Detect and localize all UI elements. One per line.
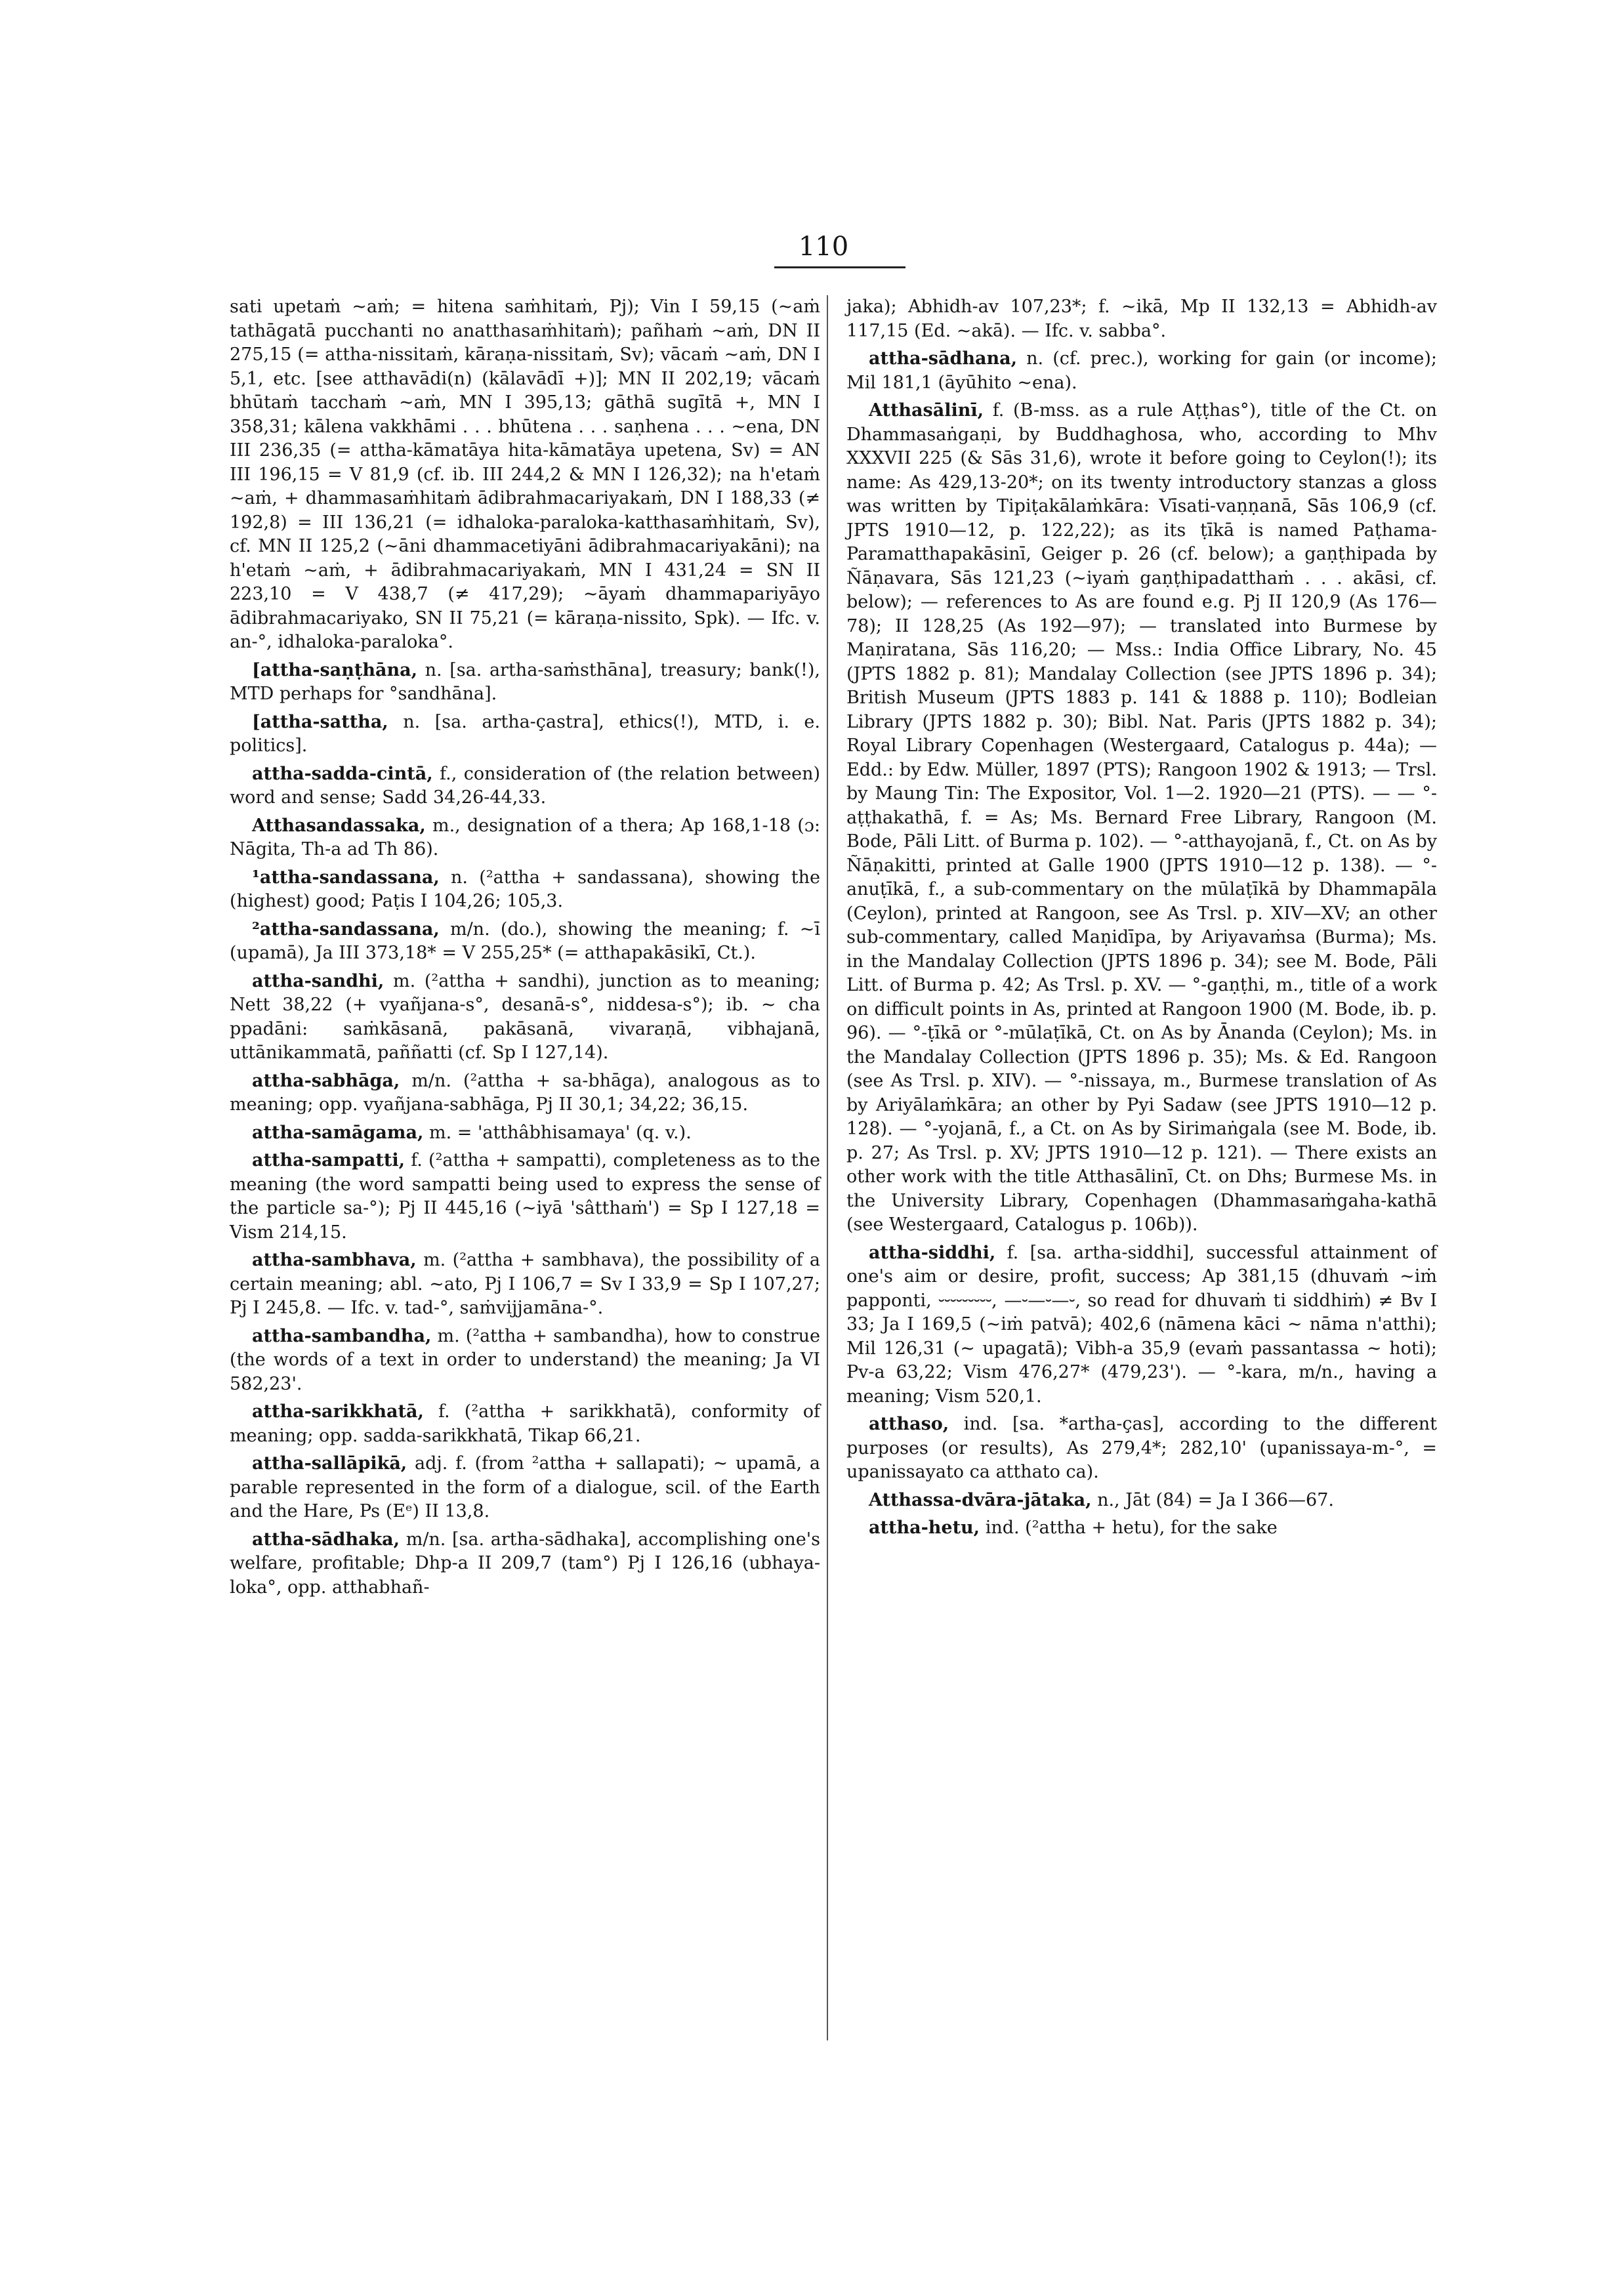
dictionary-entry xyxy=(846,347,1437,395)
entry-headword: ²attha-sandassana, xyxy=(252,919,440,940)
entry-definition: ind. [sa. *artha-ças], according to the different purposes (or results), As 279,4*; 282,10' (upanissaya-m-°, = upanissayato ca atthato ca). xyxy=(846,1414,1437,1482)
entry-definition: m. (²attha + sambhava), the possibility of a certain meaning; abl. ~ato, Pj I 106,7 = Sv I 33,9 = Sp I 107,27; Pj I 245,8. — Ifc. v. tad-°, saṁvijjamāna-°. xyxy=(230,1250,821,1318)
entry-headword: attha-hetu, xyxy=(869,1518,980,1538)
entry-headword: attha-sambhava, xyxy=(252,1250,417,1270)
entry-definition: m. = 'atthâbhisamaya' (q. v.). xyxy=(428,1122,692,1143)
entry-definition: f. [sa. artha-siddhi], successful attainment of one's aim or desire, profit, success; Ap 381,15 (dhuvaṁ ~iṁ papponti, ⏑⏑⏑⏑⏑⏑⏑⏑⏑, —⏑—⏑—⏑, so read for dhuvaṁ ti siddhiṁ) ≠ Bv I 33; Ja I 169,5 (~iṁ patvā); 402,6 (nāmena kāci ~ nāma n'atthi); Mil 126,31 (~ upagatā); Vibh-a 35,9 (evaṁ passantassa ~ hoti); Pv-a 63,22; Vism 476,27* (479,23'). — °-kara, m/n., having a meaning; Vism 520,1. xyxy=(846,1242,1437,1407)
dictionary-entry xyxy=(230,866,820,914)
dictionary-entry xyxy=(230,1528,820,1600)
entry-definition: f., consideration of (the relation between) word and sense; Sadd 34,26-44,33. xyxy=(230,763,820,808)
entry-definition: ind. (²attha + hetu), for the sake xyxy=(985,1518,1278,1538)
dictionary-entry xyxy=(230,918,820,966)
entry-definition: m., designation of a thera; Ap 168,1-18 (ɔ: Nāgita, Th-a ad Th 86). xyxy=(230,815,820,859)
entry-headword: attha-sambandha, xyxy=(252,1325,432,1346)
entry-headword: ¹attha-sandassana, xyxy=(252,867,440,888)
entry-definition: m. (²attha + sambandha), how to construe (the words of a text in order to understand) the meaning; Ja VI 582,23'. xyxy=(230,1325,820,1394)
entry-definition: m. (²attha + sandhi), junction as to meaning; Nett 38,22 (+ vyañjana-s°, desanā-s°, niddesa-s°); ib. ~ cha ppadāni: saṁkāsanā, pakāsanā, vivaraṇā, vibhajanā, uttānikammatā, paññatti (cf. Sp I 127,14). xyxy=(230,970,820,1063)
dictionary-entry xyxy=(230,1400,820,1448)
dictionary-entry xyxy=(230,1121,820,1146)
entry-headword: attha-samāgama, xyxy=(252,1122,424,1143)
dictionary-entry xyxy=(230,1249,820,1321)
entry-definition: f. (B-mss. as a rule Aṭṭhas°), title of the Ct. on Dhammasaṅgaṇi, by Buddhaghosa, who, according to Mhv XXXVII 225 (& Sās 31,6), wrote it before going to Ceylon(!); its name: As 429,13-20*; on its twenty introductory stanzas a gloss was written by Tipiṭakālaṁkāra: Vīsati-vaṇṇanā, Sās 106,9 (cf. JPTS 1910—12, p. 122,22); as its ṭīkā is named Paṭhama-Paramatthapakāsinī, Geiger p. 26 (cf. below); a gaṇṭhipada by Ñāṇavara, Sās 121,23 (~iyaṁ gaṇṭhipadatthaṁ . . . akāsi, cf. below); — references to As are found e.g. Pj II 120,9 (As 176—78); II 128,25 (As 192—97); — translated into Burmese by Maṇiratana, Sās 116,20; — Mss.: India Office Library, No. 45 (JPTS 1882 p. 81); Mandalay Collection (see JPTS 1896 p. 34); British Museum (JPTS 1883 p. 141 & 1888 p. 110); Bodleian Library (JPTS 1882 p. 30); Bibl. Nat. Paris (JPTS 1882 p. 34); Royal Library Copenhagen (Westergaard, Catalogus p. 44a); — Edd.: by Edw. Müller, 1897 (PTS); Rangoon 1902 & 1913; — Trsl. by Maung Tin: The Expositor, Vol. 1—2. 1920—21 (PTS). — — °-aṭṭhakathā, f. = As; Ms. Bernard Free Library, Rangoon (M. Bode, Pāli Litt. of Burma p. 102). — °-atthayojanā, f., Ct. on As by Ñāṇakitti, printed at Galle 1900 (JPTS 1910—12 p. 138). — °-anuṭīkā, f., a sub-commentary on the mūlaṭīkā by Dhammapāla (Ceylon), printed at Rangoon, see As Trsl. p. XIV—XV; an other sub-commentary, called Maṇidīpa, by Ariyavaṁsa (Burma); Ms. in the Mandalay Collection (JPTS 1896 p. 34); see M. Bode, Pāli Litt. of Burma p. 42; As Trsl. p. XV. — °-gaṇṭhi, m., title of a work on difficult points in As, printed at Rangoon 1900 (M. Bode, ib. p. 96). — °-ṭīkā or °-mūlaṭīkā, Ct. on As by Ānanda (Ceylon); Ms. in the Mandalay Collection (JPTS 1896 p. 35); Ms. & Ed. Rangoon (see As Trsl. p. XIV). — °-nissaya, m., Burmese translation of As by Ariyālaṁkāra; an other by Pyi Sadaw (see JPTS 1910—12 p. 128). — °-yojanā, f., a Ct. on As by Sirimaṅgala (see M. Bode, ib. p. 27; As Trsl. p. XV; JPTS 1910—12 p. 121). — There exists an other work with the title Atthasālinī, Ct. on Dhs; Burmese Ms. in the University Library, Copenhagen (Dhammasaṁgaha-kathā (see Westergaard, Catalogus p. 106b)). xyxy=(846,400,1437,1235)
entry-definition: n. [sa. artha-çastra], ethics(!), MTD, i. e. politics]. xyxy=(230,711,820,756)
entry-headword: attha-siddhi, xyxy=(869,1242,996,1263)
entry-continuation xyxy=(846,295,1437,343)
column-divider xyxy=(827,295,828,2040)
dictionary-entry xyxy=(846,1516,1437,1540)
entry-headword: attha-sādhana, xyxy=(869,348,1017,369)
entry-definition: jaka); Abhidh-av 107,23*; f. ~ikā, Mp II 132,13 = Abhidh-av 117,15 (Ed. ~akā). — Ifc. v. sabba°. xyxy=(846,297,1437,341)
page-number-rule xyxy=(774,266,906,268)
dictionary-entry xyxy=(230,659,820,707)
right-column xyxy=(846,295,1437,1544)
dictionary-entry xyxy=(230,814,820,862)
entry-continuation xyxy=(230,295,820,655)
entry-headword: attha-sarikkhatā, xyxy=(252,1401,424,1422)
entry-headword: [attha-sattha, xyxy=(252,711,388,732)
entry-headword: Atthasandassaka, xyxy=(252,815,426,836)
entry-definition: n. [sa. artha-saṁsthāna], treasury; bank(!), MTD perhaps for °sandhāna]. xyxy=(230,659,820,704)
dictionary-entry xyxy=(230,711,820,758)
entry-headword: attha-sabhāga, xyxy=(252,1070,400,1091)
dictionary-entry xyxy=(230,1325,820,1397)
entry-definition: n., Jāt (84) = Ja I 366—67. xyxy=(1097,1489,1334,1510)
dictionary-entry xyxy=(846,1241,1437,1409)
entry-definition: f. (²attha + sarikkhatā), conformity of meaning; opp. sadda-sarikkhatā, Tikap 66,21. xyxy=(230,1401,820,1446)
left-column xyxy=(230,295,820,1603)
entry-definition: m/n. [sa. artha-sādhaka], accomplishing one's welfare, profitable; Dhp-a II 209,7 (tam°) Pj I 126,16 (ubhaya-loka°, opp. atthabhañ- xyxy=(230,1529,820,1598)
entry-headword: attha-sandhi, xyxy=(252,970,385,991)
dictionary-entry xyxy=(230,1149,820,1245)
dictionary-entry xyxy=(846,399,1437,1237)
entry-definition: m/n. (²attha + sa-bhāga), analogous as to meaning; opp. vyañjana-sabhāga, Pj II 30,1; 34,22; 36,15. xyxy=(230,1070,820,1115)
entry-definition: m/n. (do.), showing the meaning; f. ~ī (upamā), Ja III 373,18* = V 255,25* (= atthapakāsikī, Ct.). xyxy=(230,919,820,963)
entry-headword: Atthassa-dvāra-jātaka, xyxy=(869,1489,1092,1510)
entry-headword: attha-sādhaka, xyxy=(252,1529,400,1550)
dictionary-entry xyxy=(846,1489,1437,1513)
entry-headword: attha-sampatti, xyxy=(252,1150,406,1170)
dictionary-entry xyxy=(230,970,820,1065)
entry-headword: attha-sallāpikā, xyxy=(252,1453,407,1474)
dictionary-entry xyxy=(230,762,820,810)
entry-headword: Atthasālinī, xyxy=(869,400,984,421)
dictionary-entry xyxy=(230,1069,820,1117)
entry-definition: adj. f. (from ²attha + sallapati); ~ upamā, a parable represented in the form of a dialogue, scil. of the Earth and the Hare, Ps (Eᵉ) II 13,8. xyxy=(230,1453,820,1521)
dictionary-entry xyxy=(230,1452,820,1524)
dictionary-entry xyxy=(846,1413,1437,1485)
entry-headword: [attha-saṇṭhāna, xyxy=(252,659,417,680)
entry-headword: attha-sadda-cintā, xyxy=(252,763,433,784)
entry-definition: n. (²attha + sandassana), showing the (highest) good; Paṭis I 104,26; 105,3. xyxy=(230,867,820,911)
entry-definition: n. (cf. prec.), working for gain (or income); Mil 181,1 (āyūhito ~ena). xyxy=(846,348,1437,393)
entry-headword: atthaso, xyxy=(869,1414,949,1434)
page-number: 110 xyxy=(798,232,849,262)
entry-definition: sati upetaṁ ~aṁ; = hitena saṁhitaṁ, Pj); Vin I 59,15 (~aṁ tathāgatā pucchanti no anatthasaṁhitaṁ); pañhaṁ ~aṁ, DN II 275,15 (= attha-nissitaṁ, kāraṇa-nissitaṁ, Sv); vācaṁ ~aṁ, DN I 5,1, etc. [see atthavādi(n) (kālavādī +)]; MN II 202,19; vācaṁ bhūtaṁ tacchaṁ ~aṁ, MN I 395,13; gāthā sugītā +, MN I 358,31; kālena vakkhāmi . . . bhūtena . . . saṇhena . . . ~ena, DN III 236,35 (= attha-kāmatāya hita-kāmatāya upetena, Sv) = AN III 196,15 = V 81,9 (cf. ib. III 244,2 & MN I 126,32); na h'etaṁ ~aṁ, + dhammasaṁhitaṁ ādibrahmacariyakaṁ, DN I 188,33 (≠ 192,8) = III 136,21 (= idhaloka-paraloka-katthasaṁhitaṁ, Sv), cf. MN II 125,2 (~āni dhammacetiyāni ādibrahmacariyakāni); na h'etaṁ ~aṁ, + ādibrahmacariyakaṁ, MN I 431,24 = SN II 223,10 = V 438,7 (≠ 417,29); ~āyaṁ dhammapariyāyo ādibrahmacariyako, SN II 75,21 (= kāraṇa-nissito, Spk). — Ifc. v. an-°, idhaloka-paraloka°. xyxy=(230,297,820,652)
entry-definition: f. (²attha + sampatti), completeness as to the meaning (the word sampatti being used to express the sense of the particle sa-°); Pj II 445,16 (~iyā 'sâtthaṁ') = Sp I 127,18 = Vism 214,15. xyxy=(230,1150,821,1243)
